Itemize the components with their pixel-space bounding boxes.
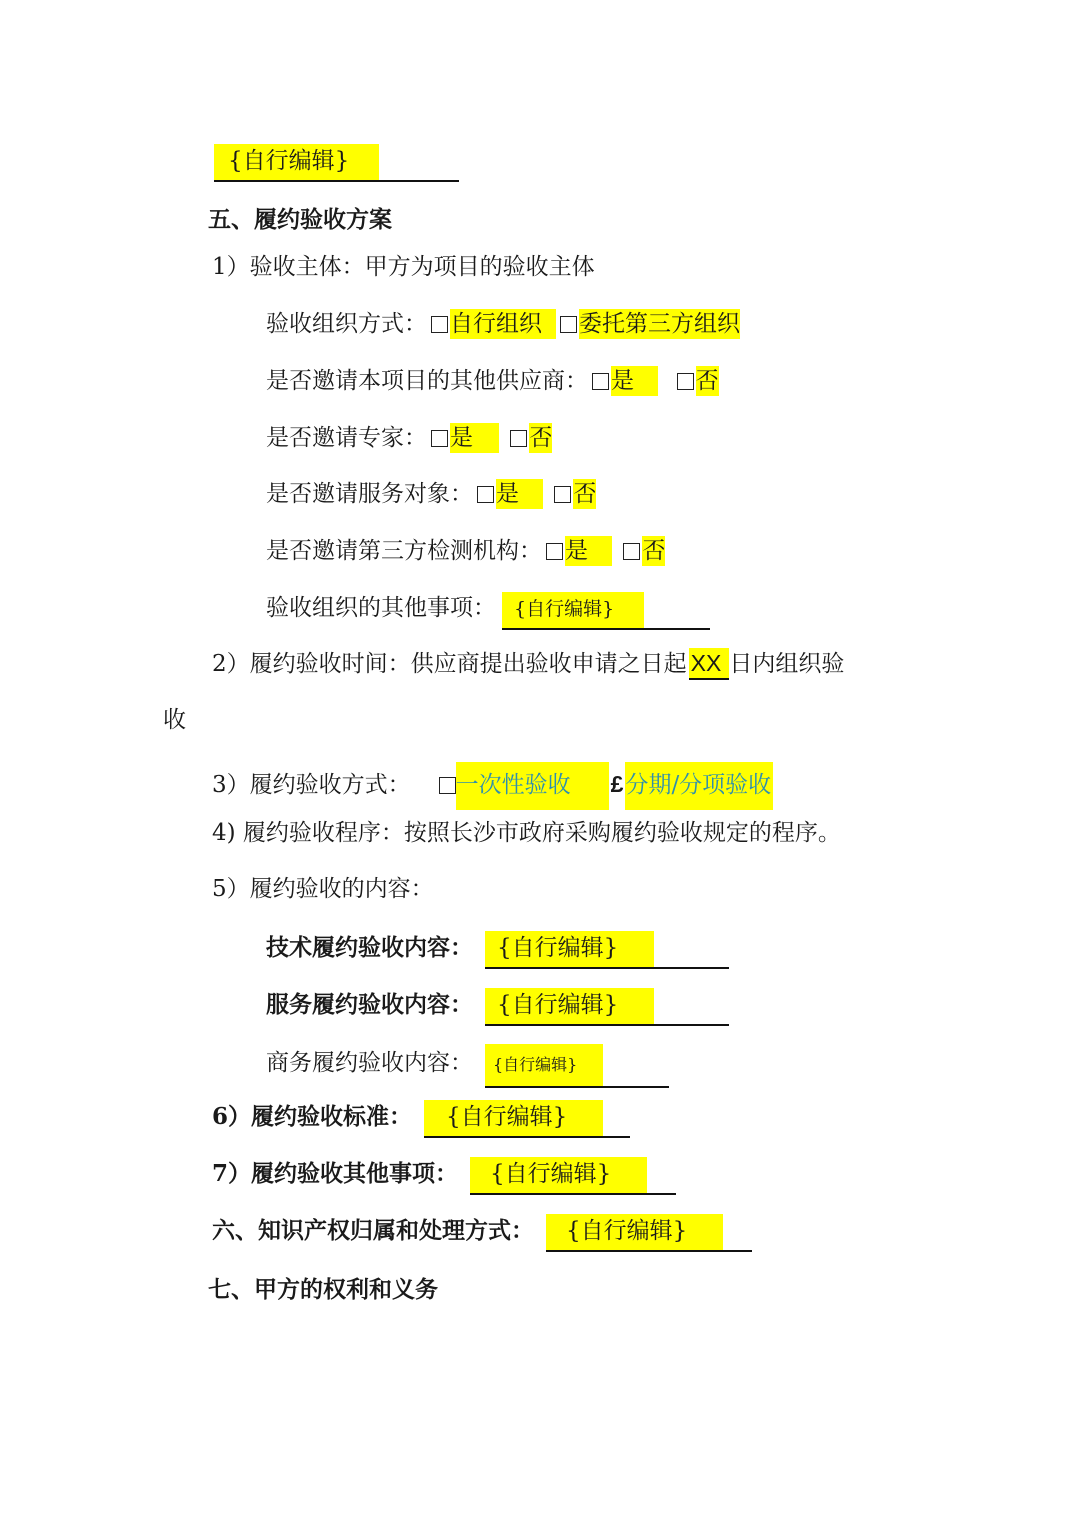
invite-testing-agency-label: 是否邀请第三方检测机构： xyxy=(266,538,542,564)
one-time-option: 一次性验收 xyxy=(456,762,609,810)
service-content-label: 服务履约验收内容： xyxy=(266,991,473,1018)
invite-experts-yes-checkbox[interactable] xyxy=(431,430,448,447)
invite-experts-no-checkbox[interactable] xyxy=(510,430,527,447)
item7-placeholder: {自行编辑} xyxy=(470,1157,647,1193)
technical-content-row xyxy=(266,931,729,969)
item7-row xyxy=(212,1157,676,1195)
service-content-placeholder: {自行编辑} xyxy=(485,988,654,1024)
invite-service-objects-no-checkbox[interactable] xyxy=(554,486,571,503)
top-placeholder-blank[interactable] xyxy=(214,144,459,182)
invite-suppliers-yes-checkbox[interactable] xyxy=(592,373,609,390)
invite-testing-agency-row xyxy=(266,536,665,566)
invite-experts-no: 否 xyxy=(529,425,553,451)
invite-experts-yes: 是 xyxy=(450,423,499,453)
invite-suppliers-yes: 是 xyxy=(611,366,658,396)
item2-suffix: 日内组织验 xyxy=(729,651,845,677)
invite-suppliers-no: 否 xyxy=(695,368,719,394)
item2-label: 2）履约验收时间：供应商提出验收申请之日起 xyxy=(212,651,687,677)
invite-testing-agency-yes-checkbox[interactable] xyxy=(546,543,563,560)
invite-service-objects-yes: 是 xyxy=(496,479,543,509)
installment-symbol[interactable]: £ xyxy=(610,771,624,797)
item1-label: 1）验收主体：甲方为项目的验收主体 xyxy=(212,254,595,280)
section6-title: 六、知识产权归属和处理方式： xyxy=(212,1217,534,1244)
org-method-label: 验收组织方式： xyxy=(266,311,427,337)
business-content-blank[interactable] xyxy=(485,1044,669,1088)
invite-suppliers-no-checkbox[interactable] xyxy=(677,373,694,390)
service-content-row xyxy=(266,988,729,1026)
section6-row xyxy=(212,1214,752,1252)
other-matters-row xyxy=(266,592,710,630)
org-third-party-option: 委托第三方组织 xyxy=(579,311,740,337)
business-content-label: 商务履约验收内容： xyxy=(266,1050,473,1076)
business-content-row xyxy=(266,1044,669,1088)
other-matters-blank[interactable] xyxy=(502,592,710,630)
org-third-party-checkbox[interactable] xyxy=(560,316,577,333)
item7-label: 7）履约验收其他事项： xyxy=(212,1160,459,1187)
invite-testing-agency-no: 否 xyxy=(642,538,666,564)
top-placeholder-text: {自行编辑} xyxy=(214,144,379,180)
item6-row xyxy=(212,1100,630,1138)
one-time-checkbox[interactable] xyxy=(439,777,456,794)
section6-blank[interactable] xyxy=(546,1214,752,1252)
installment-option: 分期/分项验收 xyxy=(625,762,773,810)
technical-content-label: 技术履约验收内容： xyxy=(266,934,473,961)
technical-content-placeholder: {自行编辑} xyxy=(485,931,654,967)
item4-label: 4) 履约验收程序：按照长沙市政府采购履约验收规定的程序。 xyxy=(212,820,841,846)
org-self-option: 自行组织 xyxy=(450,309,556,339)
item5-label: 5）履约验收的内容： xyxy=(212,876,434,902)
invite-service-objects-row xyxy=(266,479,596,509)
invite-testing-agency-no-checkbox[interactable] xyxy=(623,543,640,560)
other-matters-placeholder: {自行编辑} xyxy=(502,592,644,628)
other-matters-label: 验收组织的其他事项： xyxy=(266,595,496,621)
item3-label: 3）履约验收方式： xyxy=(212,772,411,798)
invite-suppliers-label: 是否邀请本项目的其他供应商： xyxy=(266,368,588,394)
section5-title: 五、履约验收方案 xyxy=(208,206,392,233)
invite-service-objects-yes-checkbox[interactable] xyxy=(477,486,494,503)
business-content-placeholder: {自行编辑} xyxy=(485,1044,603,1086)
invite-experts-row xyxy=(266,423,552,453)
section6-placeholder: {自行编辑} xyxy=(546,1214,723,1250)
invite-experts-label: 是否邀请专家： xyxy=(266,425,427,451)
invite-service-objects-no: 否 xyxy=(573,481,597,507)
item2-row xyxy=(212,648,844,680)
item6-label: 6）履约验收标准： xyxy=(212,1103,413,1130)
item2-wrap: 收 xyxy=(163,707,186,733)
service-content-blank[interactable] xyxy=(485,988,729,1026)
item7-blank[interactable] xyxy=(470,1157,676,1195)
invite-service-objects-label: 是否邀请服务对象： xyxy=(266,481,473,507)
org-self-checkbox[interactable] xyxy=(431,316,448,333)
technical-content-blank[interactable] xyxy=(485,931,729,969)
section7-title: 七、甲方的权利和义务 xyxy=(208,1276,438,1303)
item6-blank[interactable] xyxy=(424,1100,630,1138)
invite-testing-agency-yes: 是 xyxy=(565,536,612,566)
item6-placeholder: {自行编辑} xyxy=(424,1100,603,1136)
item2-days[interactable]: XX xyxy=(689,648,730,680)
top-placeholder-line xyxy=(214,144,459,182)
org-method-row xyxy=(266,309,740,339)
item3-row xyxy=(212,762,773,810)
invite-suppliers-row xyxy=(266,366,719,396)
